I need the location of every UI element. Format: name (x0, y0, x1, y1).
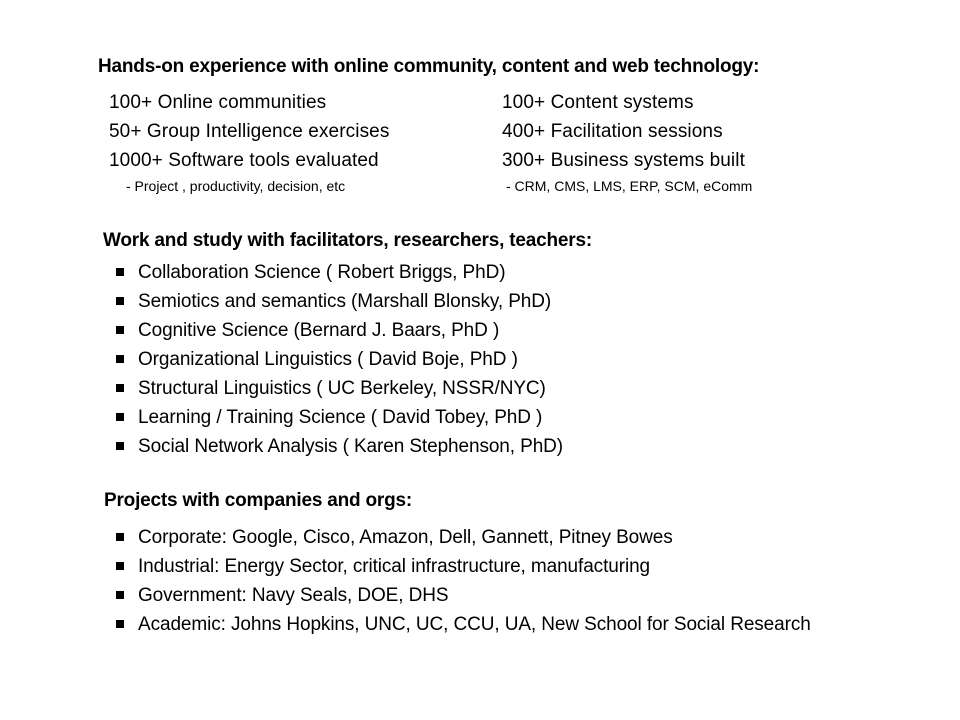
list-item-text: Learning / Training Science ( David Tobey, PhD ) (138, 407, 543, 428)
square-bullet-icon (116, 326, 124, 334)
stat-software-tools: 1000+ Software tools evaluated (109, 150, 379, 171)
section-heading-projects: Projects with companies and orgs: (104, 490, 413, 511)
square-bullet-icon (116, 268, 124, 276)
list-item (114, 345, 563, 374)
list-item (114, 432, 563, 461)
list-item (114, 552, 811, 581)
square-bullet-icon (116, 442, 124, 450)
square-bullet-icon (116, 620, 124, 628)
list-item (114, 403, 563, 432)
list-item (114, 287, 563, 316)
stat-content-systems: 100+ Content systems (502, 92, 694, 113)
section-heading-experience: Hands-on experience with online community, content and web technology: (98, 56, 760, 77)
square-bullet-icon (116, 297, 124, 305)
stat-business-systems: 300+ Business systems built (502, 150, 745, 171)
stat-facilitation-sessions: 400+ Facilitation sessions (502, 121, 723, 142)
square-bullet-icon (116, 591, 124, 599)
list-item-text: Social Network Analysis ( Karen Stephenson, PhD) (138, 436, 564, 457)
square-bullet-icon (116, 533, 124, 541)
list-item (114, 374, 563, 403)
list-item-text: Corporate: Google, Cisco, Amazon, Dell, Gannett, Pitney Bowes (138, 527, 673, 548)
stat-online-communities: 100+ Online communities (109, 92, 327, 113)
square-bullet-icon (116, 562, 124, 570)
square-bullet-icon (116, 355, 124, 363)
list-item-text: Semiotics and semantics (Marshall Blonsky, PhD) (138, 291, 552, 312)
list-item (114, 581, 811, 610)
section-heading-work-study: Work and study with facilitators, researchers, teachers: (103, 230, 592, 251)
list-item (114, 258, 563, 287)
square-bullet-icon (116, 384, 124, 392)
list-item (114, 316, 563, 345)
list-item (114, 523, 811, 552)
list-item-text: Government: Navy Seals, DOE, DHS (138, 585, 449, 606)
square-bullet-icon (116, 413, 124, 421)
collaborators-list (114, 258, 563, 461)
list-item-text: Collaboration Science ( Robert Briggs, PhD) (138, 262, 506, 283)
stat-group-intelligence: 50+ Group Intelligence exercises (109, 121, 390, 142)
list-item-text: Academic: Johns Hopkins, UNC, UC, CCU, UA, New School for Social Research (138, 614, 811, 635)
list-item (114, 610, 811, 639)
stat-business-systems-detail: - CRM, CMS, LMS, ERP, SCM, eComm (506, 178, 753, 194)
list-item-text: Structural Linguistics ( UC Berkeley, NSSR/NYC) (138, 378, 546, 399)
projects-list (114, 523, 811, 639)
list-item-text: Cognitive Science (Bernard J. Baars, PhD ) (138, 320, 500, 341)
list-item-text: Organizational Linguistics ( David Boje, PhD ) (138, 349, 518, 370)
stat-software-tools-detail: - Project , productivity, decision, etc (126, 178, 346, 194)
list-item-text: Industrial: Energy Sector, critical infrastructure, manufacturing (138, 556, 651, 577)
